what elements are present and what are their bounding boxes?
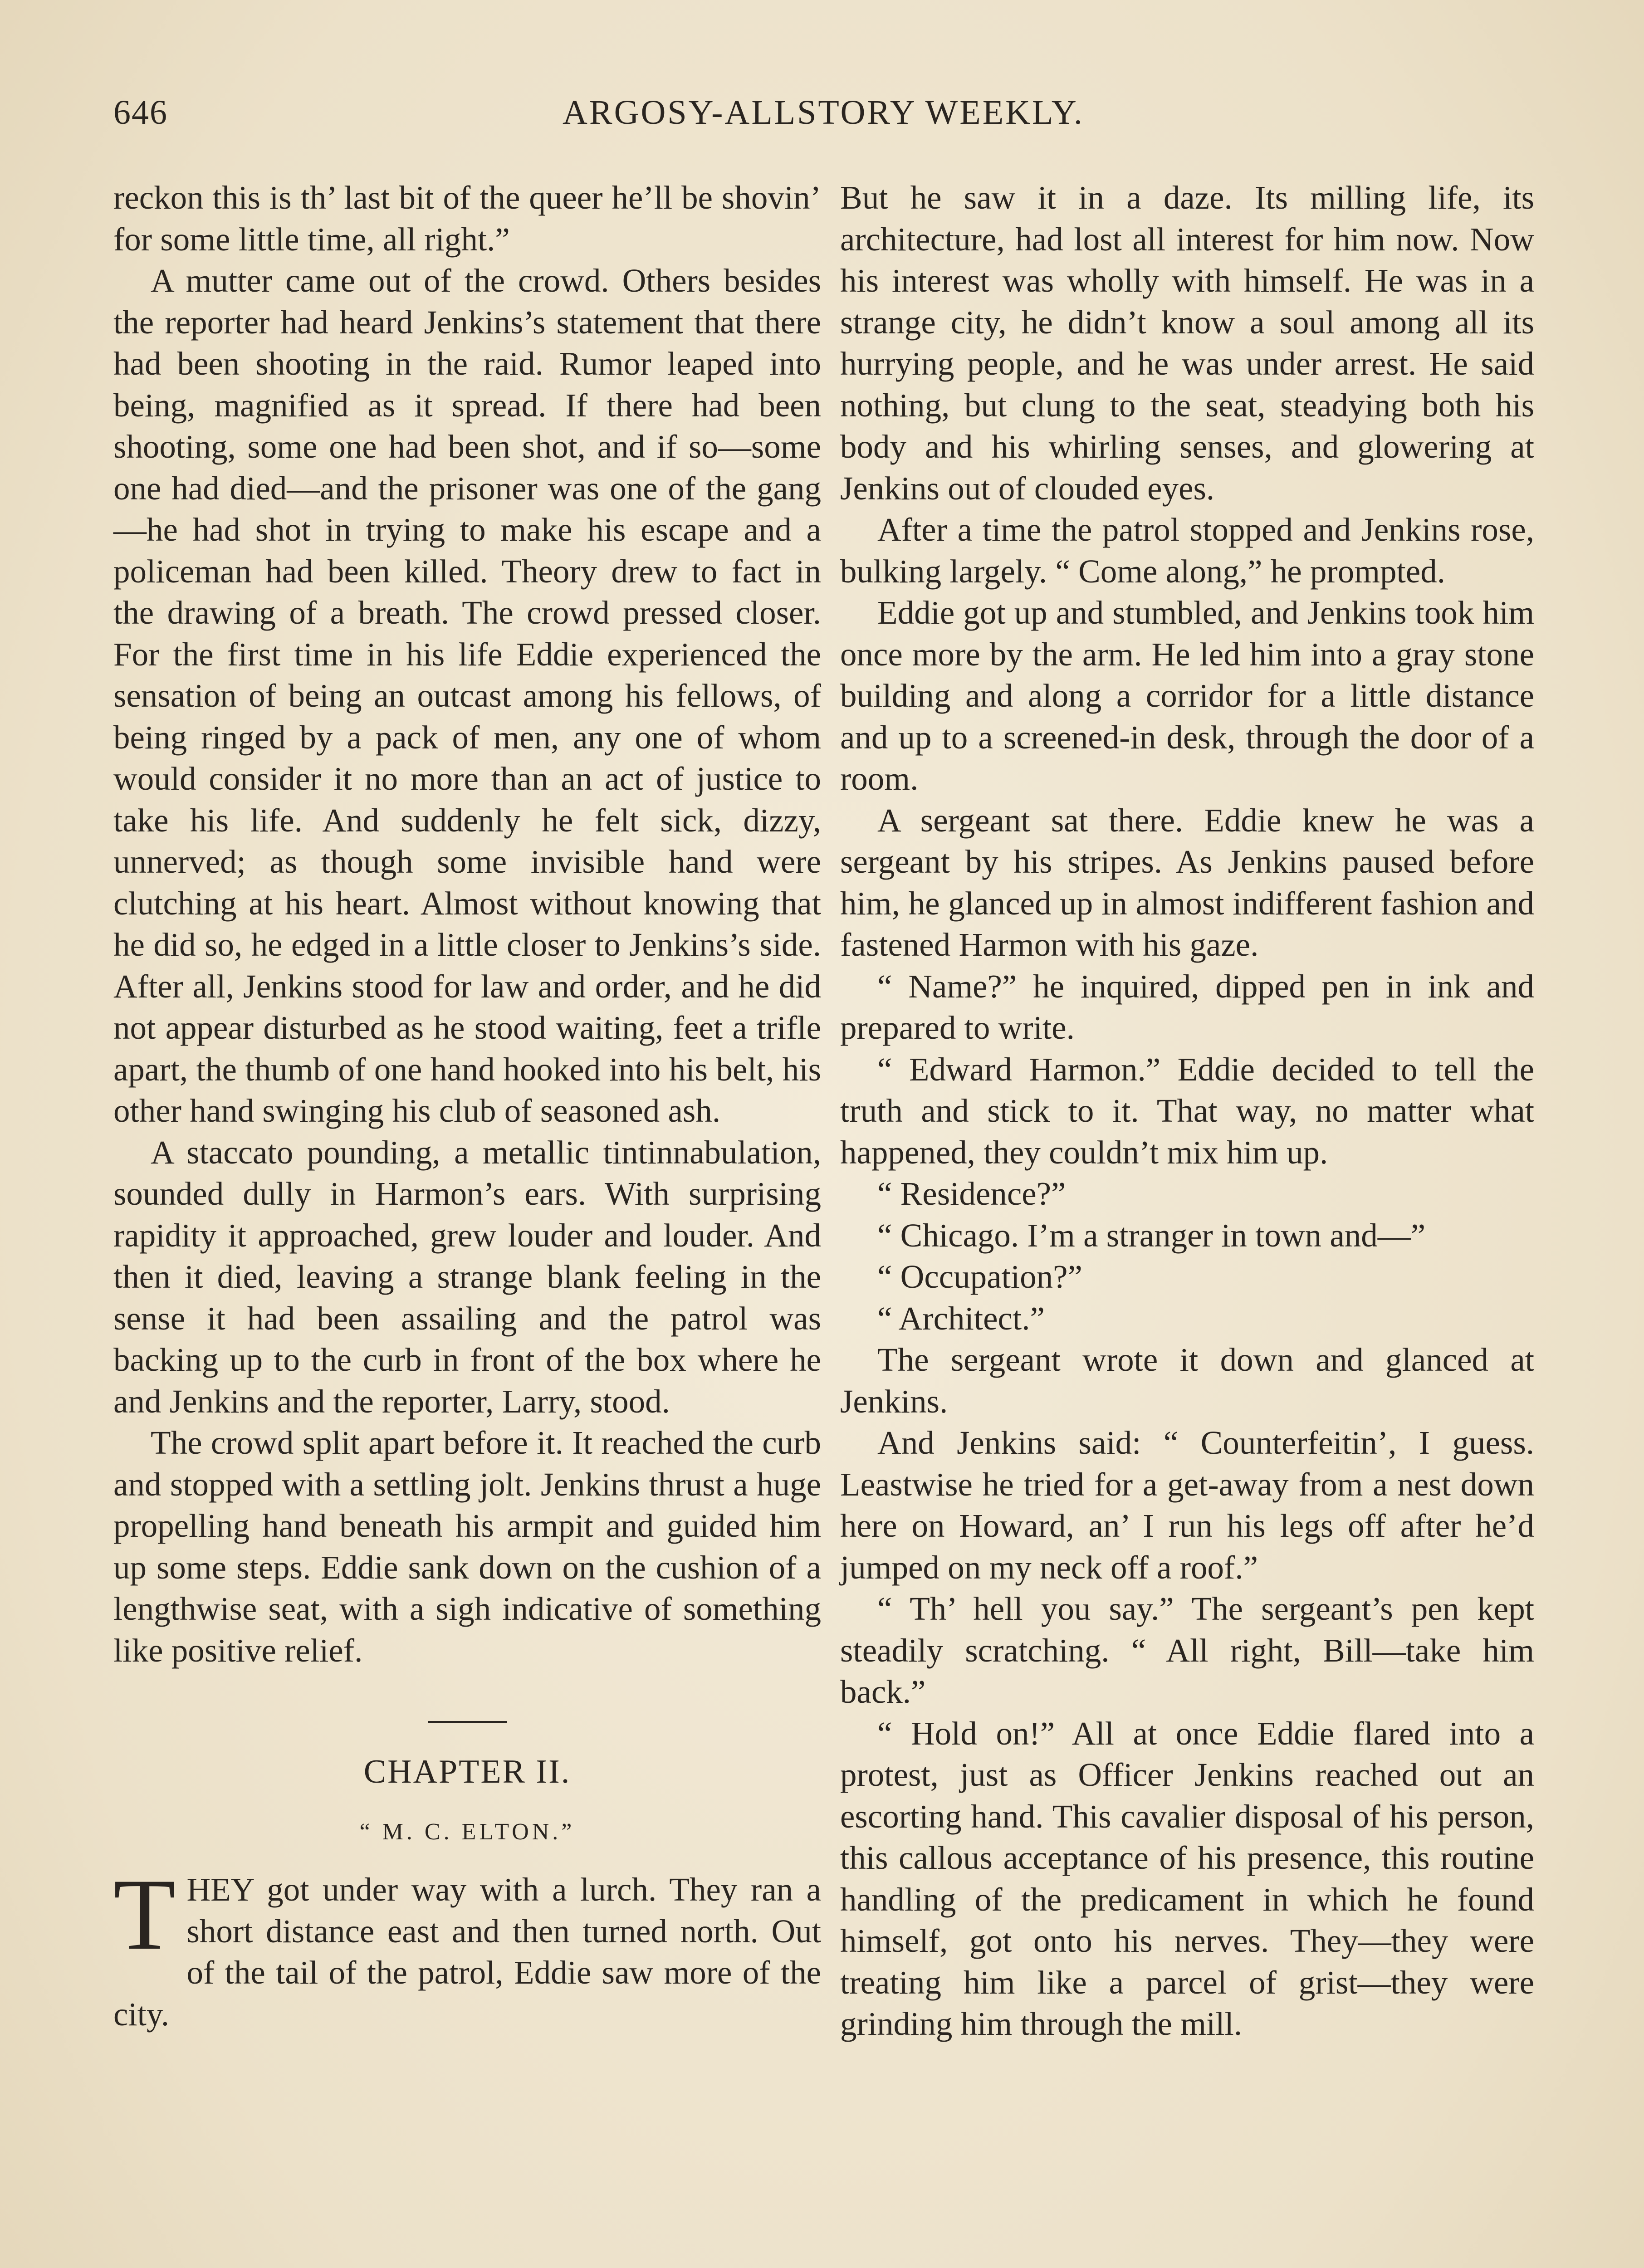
running-title: ARGOSY-ALLSTORY WEEKLY. — [563, 93, 1084, 132]
chapter-title: “ M. C. ELTON.” — [359, 1818, 575, 1845]
dialogue-line: “ Residence?” — [877, 1175, 1066, 1212]
paragraph: A staccato pounding, a metallic tintinnabulation, sounded dully in Harmon’s ears. With surprising rapidity it approached, grew louder and louder. And then it died, leaving a strange blank feeling in the sense it had been assailing and the patrol was backing up to the curb in front of the box where he and Jenkins and the reporter, Larry, stood. — [113, 1134, 821, 1420]
paragraph: “ Hold on!” All at once Eddie flared into a protest, just as Officer Jenkins reached out an escorting hand. This cavalier disposal of his person, this callous acceptance of his presence, this routine handling of the predicament in which he found himself, got onto his nerves. They—they were treating him like a parcel of grist—they were grinding him through the mill. — [840, 1715, 1534, 2042]
section-divider — [428, 1721, 507, 1723]
chapter-opening-paragraph — [113, 1857, 821, 2035]
paragraph: And Jenkins said: “ Counterfeitin’, I guess. Leastwise he tried for a get-away from a nest down here on Howard, an’ I run his legs off after he’d jumped on my neck off a roof.” — [840, 1424, 1534, 1586]
paragraph: Eddie got up and stumbled, and Jenkins took him once more by the arm. He led him into a gray stone building and along a corridor for a little distance and up to a screened-in desk, through the door of a room. — [840, 594, 1534, 797]
paragraph: But he saw it in a daze. Its milling life, its architecture, had lost all interest for him now. Now his interest was wholly with himself. He was in a strange city, he didn’t know a soul among all its hurrying people, and he was under arrest. He said nothing, but clung to the seat, steadying both his body and his whirling senses, and glowering at Jenkins out of clouded eyes. — [840, 179, 1534, 507]
paragraph: The crowd split apart before it. It reached the curb and stopped with a settling jolt. Jenkins thrust a huge propelling hand beneath his armpit and guided him up some steps. Eddie sank down on the cushion of a lengthwise seat, with a sigh indicative of something like positive relief. — [113, 1424, 821, 1669]
chapter-opening-text: HEY got under way with a lurch. They ran a short distance east and then turned north. Out of the tail of the patrol, Eddie saw more of the city. — [113, 1871, 821, 2033]
dialogue-line: “ Edward Harmon.” Eddie decided to tell the truth and stick to it. That way, no matter what happened, they couldn’t mix him up. — [840, 1051, 1534, 1171]
paragraph: A mutter came out of the crowd. Others besides the reporter had heard Jenkins’s statement that there had been shooting in the raid. Rumor leaped into being, magnified as it spread. If there had been shooting, some one had been shot, and if so—some one had died—and the prisoner was one of the gang—he had shot in trying to make his escape and a policeman had been killed. Theory drew to fact in the drawing of a breath. The crowd pressed closer. For the first time in his life Eddie experienced the sensation of being an outcast among his fellows, of being ringed by a pack of men, any one of whom would consider it no more than an act of justice to take his life. And suddenly he felt sick, dizzy, unnerved; as though some invisible hand were clutching at his heart. Almost without knowing that he did so, he edged in a little closer to Jenkins’s side. After all, Jenkins stood for law and order, and he did not appear disturbed as he stood waiting, feet a trifle apart, the thumb of one hand hooked into his belt, his other hand swinging his club of seasoned ash. — [113, 262, 821, 1129]
paragraph: The sergeant wrote it down and glanced at Jenkins. — [840, 1341, 1534, 1420]
paragraph: A sergeant sat there. Eddie knew he was a sergeant by his stripes. As Jenkins paused before him, he glanced up in almost indifferent fashion and fastened Harmon with his gaze. — [840, 802, 1534, 963]
paragraph: After a time the patrol stopped and Jenkins rose, bulking largely. “ Come along,” he prompted. — [840, 511, 1534, 590]
dialogue-line: “ Name?” he inquired, dipped pen in ink and prepared to write. — [840, 968, 1534, 1046]
page-header — [113, 93, 1533, 143]
right-column — [840, 177, 1534, 2045]
left-column — [113, 177, 821, 2035]
dialogue-line: “ Chicago. I’m a stranger in town and—” — [877, 1217, 1426, 1254]
chapter-heading: CHAPTER II. — [363, 1753, 571, 1790]
dialogue-line: “ Th’ hell you say.” The sergeant’s pen kept steadily scratching. “ All right, Bill—take him back.” — [840, 1590, 1534, 1710]
drop-cap: T — [113, 1857, 176, 1971]
dialogue-line: “ Architect.” — [877, 1300, 1045, 1337]
page-number: 646 — [113, 93, 168, 132]
dialogue-line: “ Occupation?” — [877, 1258, 1082, 1295]
paragraph: reckon this is th’ last bit of the queer he’ll be shovin’ for some little time, all right.” — [113, 179, 821, 258]
